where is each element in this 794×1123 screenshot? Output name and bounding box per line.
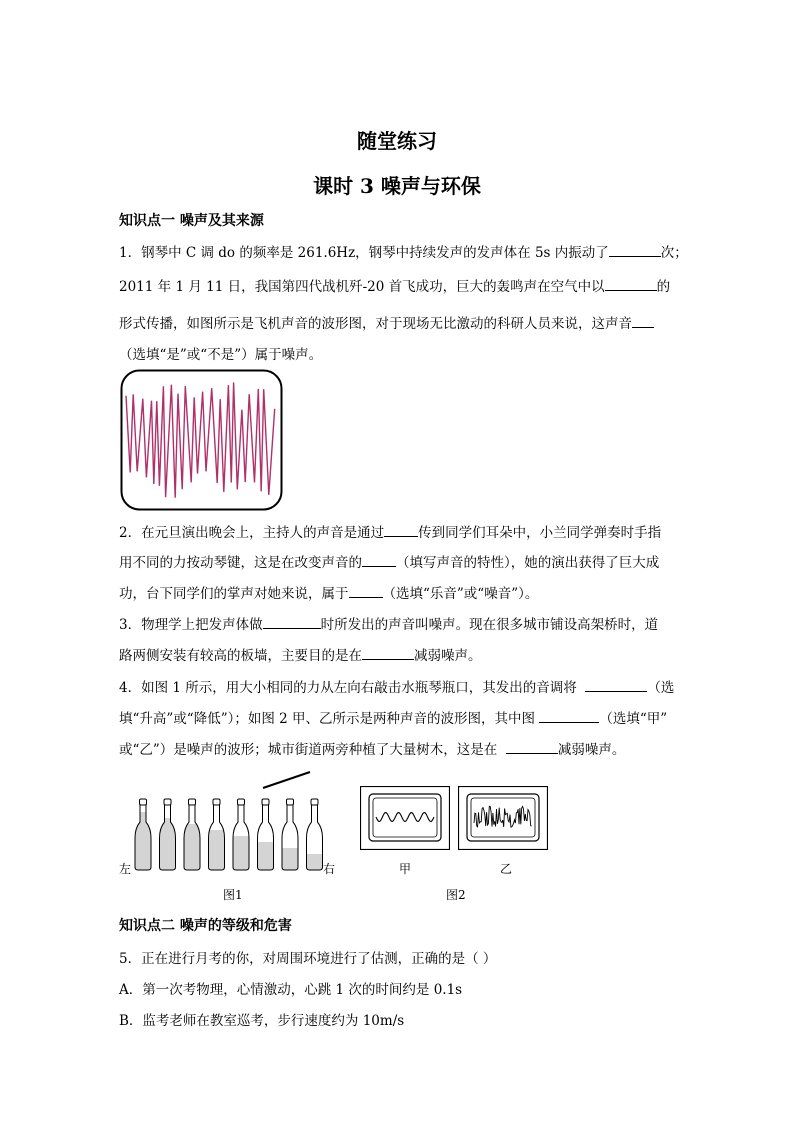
answer-blank[interactable] (362, 647, 414, 660)
label-right: 右 (323, 862, 336, 876)
section-heading-1: 知识点一 噪声及其来源 (119, 213, 264, 229)
answer-blank[interactable] (506, 741, 558, 754)
q1-line-4: （选填“是”或“不是”）属于噪声。 (119, 347, 323, 363)
section-heading-2: 知识点二 噪声的等级和危害 (119, 918, 292, 934)
q5-stem: 5．正在进行月考的你，对周围环境进行了估测，正确的是（ ） (119, 951, 497, 967)
oscilloscope-jia (360, 786, 450, 850)
q5-option-a[interactable]: A．第一次考物理，心情激动，心跳 1 次的时间约是 0.1s (119, 982, 463, 998)
answer-blank[interactable] (605, 278, 657, 291)
answer-blank[interactable] (263, 616, 321, 629)
bottle-water (307, 854, 323, 870)
striker-rod (263, 772, 310, 788)
figure-1-caption: 图1 (223, 888, 243, 902)
answer-blank[interactable] (349, 585, 383, 598)
lesson-subtitle: 课时 3 噪声与环保 (313, 174, 481, 198)
q1-line-3: 形式传播，如图所示是飞机声音的波形图，对于现场无比激动的科研人员来说，这声音 (119, 312, 654, 332)
q3-line-1: 3．物理学上把发声体做 时所发出的声音叫噪声。现在很多城市铺设高架桥时，道 (119, 617, 659, 633)
bottle-mouth (262, 799, 269, 805)
answer-blank[interactable] (585, 679, 647, 692)
bottle-water (258, 842, 274, 870)
answer-blank[interactable] (609, 244, 661, 257)
q4-line-2: 填“升高”或“降低”）；如图 2 甲、乙所示是两种声音的波形图，其中图 （选填“甲” (119, 711, 668, 727)
q3-line-2: 路两侧安装有较高的板墙，主要目的是在 减弱噪声。 (119, 648, 482, 664)
bottle-mouth (287, 799, 294, 805)
q2-line-1: 2．在元旦演出晚会上，主持人的声音是通过 传到同学们耳朵中，小兰同学弹奏时手指 (119, 525, 662, 541)
q2-line-3: 功，台下同学们的掌声对她来说，属于 （选填“乐音”或“噪音”）。 (119, 586, 539, 602)
bottle-mouth (311, 799, 318, 805)
waveform-figure (120, 369, 283, 511)
answer-blank[interactable] (539, 710, 599, 723)
q1-line-2: 2011 年 1 月 11 日，我国第四代战机歼-20 首飞成功，巨大的轰鸣声在空气中以 的 (119, 279, 671, 295)
oscilloscope-yi (458, 786, 548, 850)
bottle-mouth (140, 799, 147, 805)
bottle-water (209, 830, 225, 870)
label-yi: 乙 (500, 862, 513, 876)
q1-line-1: 1．钢琴中 C 调 do 的频率是 261.6Hz，钢琴中持续发声的发声体在 5s 内振动了 次； (119, 245, 688, 261)
answer-blank[interactable] (632, 315, 654, 328)
bottle-mouth (213, 799, 220, 805)
bottle-water (184, 824, 200, 870)
q2-line-2: 用不同的力按动琴键，这是在改变声音的 （填写声音的特性），她的演出获得了巨大成 (119, 555, 660, 571)
bottle-mouth (189, 799, 196, 805)
bottle-figure (115, 768, 345, 888)
q4-line-1: 4．如图 1 所示，用大小相同的力从左向右敲击水瓶琴瓶口，其发出的音调将 （选 (119, 680, 675, 696)
answer-blank[interactable] (362, 554, 396, 567)
label-jia: 甲 (399, 862, 412, 876)
bottle-mouth (164, 799, 171, 805)
bottle-water (282, 848, 298, 870)
page-title: 随堂练习 (357, 129, 437, 153)
bottle-water (233, 836, 249, 870)
label-left: 左 (119, 862, 132, 876)
q4-line-3: 或“乙”）是噪声的波形；城市街道两旁种植了大量树木，这是在 减弱噪声。 (119, 742, 626, 758)
bottle-water (135, 812, 151, 870)
figure-2-caption: 图2 (446, 888, 466, 902)
answer-blank[interactable] (384, 524, 418, 537)
bottle-mouth (238, 799, 245, 805)
q5-option-b[interactable]: B．监考老师在教室巡考，步行速度约为 10m/s (119, 1013, 405, 1029)
